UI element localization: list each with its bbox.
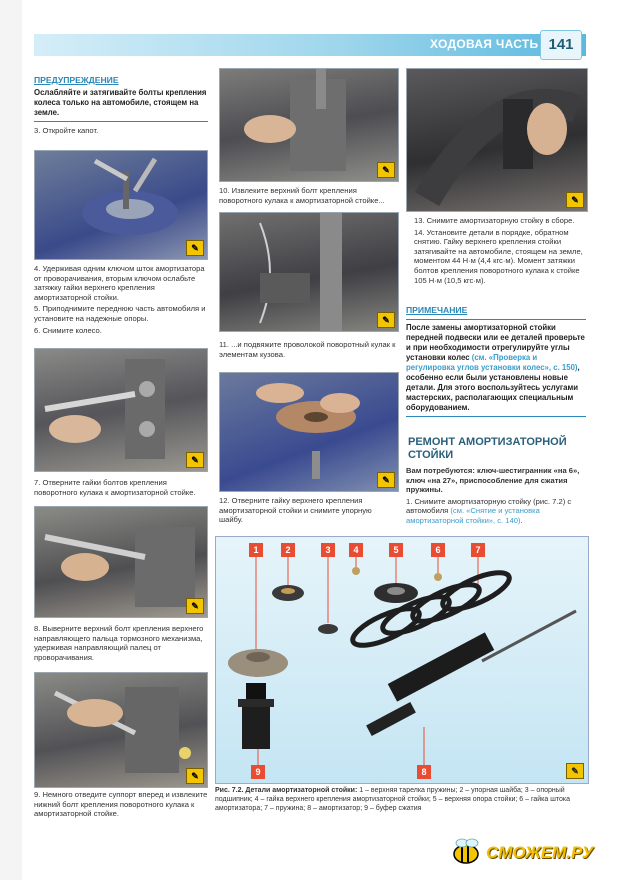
callout-3: 3: [321, 543, 335, 557]
note-reference-link[interactable]: (см. «Проверка и регулировка углов установки колес», с. 150): [406, 352, 578, 372]
wrench-badge-icon: ✎: [377, 472, 395, 488]
step-11: 11. ...и подвяжите проволокой поворотный кулак к элементам кузова.: [219, 340, 396, 359]
wrench-badge-icon: ✎: [566, 763, 584, 779]
photo-step-11: [219, 212, 399, 332]
step-9: 9. Немного отведите суппорт вперед и извлеките нижний болт крепления поворотного кулака к амортизаторной стойке.: [34, 790, 208, 819]
callout-6: 6: [431, 543, 445, 557]
figure-caption-label: Рис. 7.2. Детали амортизаторной стойки:: [215, 787, 358, 794]
step-6: 6. Снимите колесо.: [34, 325, 102, 335]
divider: [406, 319, 586, 320]
repair-step-1: [406, 497, 586, 526]
photo-step-13: [406, 68, 588, 212]
repair-step-1-text: 1. Снимите амортизаторную стойку (рис. 7.2) с автомобиля: [406, 496, 572, 516]
step-10: 10. Извлеките верхний болт крепления поворотного кулака к амортизаторной стойке...: [219, 186, 385, 205]
caliper-bolt-illustration: [35, 673, 207, 787]
callout-4: 4: [349, 543, 363, 557]
site-logo: СМОЖЕМ.РУ: [486, 843, 594, 862]
tools-required: Вам потребуются: ключ-шестигранник «на 6», ключ «на 27», приспособление для сжатия пружины.: [406, 466, 580, 495]
photo-step-8: [34, 506, 208, 618]
step-13: 13. Снимите амортизаторную стойку в сборе.: [414, 216, 575, 225]
photo-step-9: [34, 672, 208, 788]
steps-4-6: [34, 264, 208, 337]
bee-icon: [448, 838, 484, 868]
step-8: 8. Выверните верхний болт крепления верхнего направляющего пальца тормозного механизма, удерживая направляющий палец от проворачивания.: [34, 624, 204, 662]
divider: [34, 121, 208, 122]
step-3: 3. Откройте капот.: [34, 125, 99, 135]
photo-step-7: [34, 348, 208, 472]
thrust-washer-illustration: [220, 373, 398, 491]
photo-step-12: [219, 372, 399, 492]
figure-7-2: [215, 536, 589, 784]
note-text-end: , особенно если были установлены новые детали. Для этого воспользуйтесь услугами мастерских, располагающих специальным оборудованием.: [406, 362, 580, 412]
note-block: [406, 306, 586, 420]
wrench-badge-icon: ✎: [377, 312, 395, 328]
strut-parts-illustration: [216, 537, 588, 783]
wrench-badge-icon: ✎: [186, 768, 204, 784]
step-7: 7. Отверните гайки болтов крепления поворотного кулака к амортизаторной стойке.: [34, 478, 196, 497]
wrench-badge-icon: ✎: [566, 192, 584, 208]
note-body: [406, 323, 586, 413]
warning-title: ПРЕДУПРЕЖДЕНИЕ: [34, 75, 119, 85]
figure-caption: [215, 786, 587, 813]
figure-caption-text: 1 – верхняя тарелка пружины; 2 – упорная шайба; 3 – опорный подшипник; 4 – гайка верхнего крепления амортизаторной стойки; 5 – верхняя опора стойки; 6 – гайка штока амортизатора; 7 – пружина; 8 – амортизатор; 9 – буфер сжатия: [215, 787, 570, 812]
repair-reference-link[interactable]: (см. «Снятие и установка амортизаторной стойки», с. 140): [406, 506, 540, 525]
strut-removal-illustration: [407, 69, 587, 211]
callout-2: 2: [281, 543, 295, 557]
wrench-badge-icon: ✎: [186, 598, 204, 614]
callout-5: 5: [389, 543, 403, 557]
repair-intro: [406, 466, 586, 528]
steps-13-14: [414, 216, 586, 287]
photo-step-4: [34, 150, 208, 260]
step-5: 5. Приподнимите переднюю часть автомобиля и установите на надежные опоры.: [34, 304, 206, 323]
warning-block: [34, 76, 208, 137]
wrench-badge-icon: ✎: [186, 452, 204, 468]
repair-step-1-end: .: [520, 515, 523, 525]
strut-top-illustration: [35, 151, 207, 259]
wrench-badge-icon: ✎: [186, 240, 204, 256]
step-12: 12. Отверните гайку верхнего крепления амортизаторной стойки и снимите упорную шайбу.: [219, 496, 372, 525]
note-title: ПРИМЕЧАНИЕ: [406, 305, 468, 315]
page-number: 141: [540, 30, 582, 60]
note-text-start: После замены амортизаторной стойки передней подвески или ее деталей проверьте и при необходимости отрегулируйте углы установки колес: [406, 322, 585, 362]
divider: [406, 416, 586, 417]
wrench-badge-icon: ✎: [377, 162, 395, 178]
step-4: 4. Удерживая одним ключом шток амортизатора от проворачивания, вторым ключом ослабьте затяжку гайки верхнего крепления амортизаторной стойки.: [34, 264, 205, 302]
section-title: ХОДОВАЯ ЧАСТЬ: [430, 37, 539, 51]
page-edge: [0, 0, 22, 880]
photo-step-10: [219, 68, 399, 182]
upper-bolt-illustration: [220, 69, 398, 181]
callout-7: 7: [471, 543, 485, 557]
callout-8: 8: [417, 765, 431, 779]
wired-knuckle-illustration: [220, 213, 398, 331]
caliper-illustration: [35, 507, 207, 617]
knuckle-bolts-illustration: [35, 349, 207, 471]
callout-1: 1: [249, 543, 263, 557]
callout-9: 9: [251, 765, 265, 779]
warning-body: Ослабляйте и затягивайте болты крепления колеса только на автомобиле, стоящем на земле.: [34, 87, 207, 117]
step-14: 14. Установите детали в порядке, обратном снятию. Гайку верхнего крепления стойки затягивайте на автомобиле, стоящем на земле, моментом 44 Н·м (4,4 кгс·м). Момент затяжки болтов крепления поворотного кулака к стойке 105 Н·м (10,5 кгс·м).: [414, 227, 583, 285]
section-heading: РЕМОНТ АМОРТИЗАТОРНОЙ СТОЙКИ: [408, 436, 567, 461]
